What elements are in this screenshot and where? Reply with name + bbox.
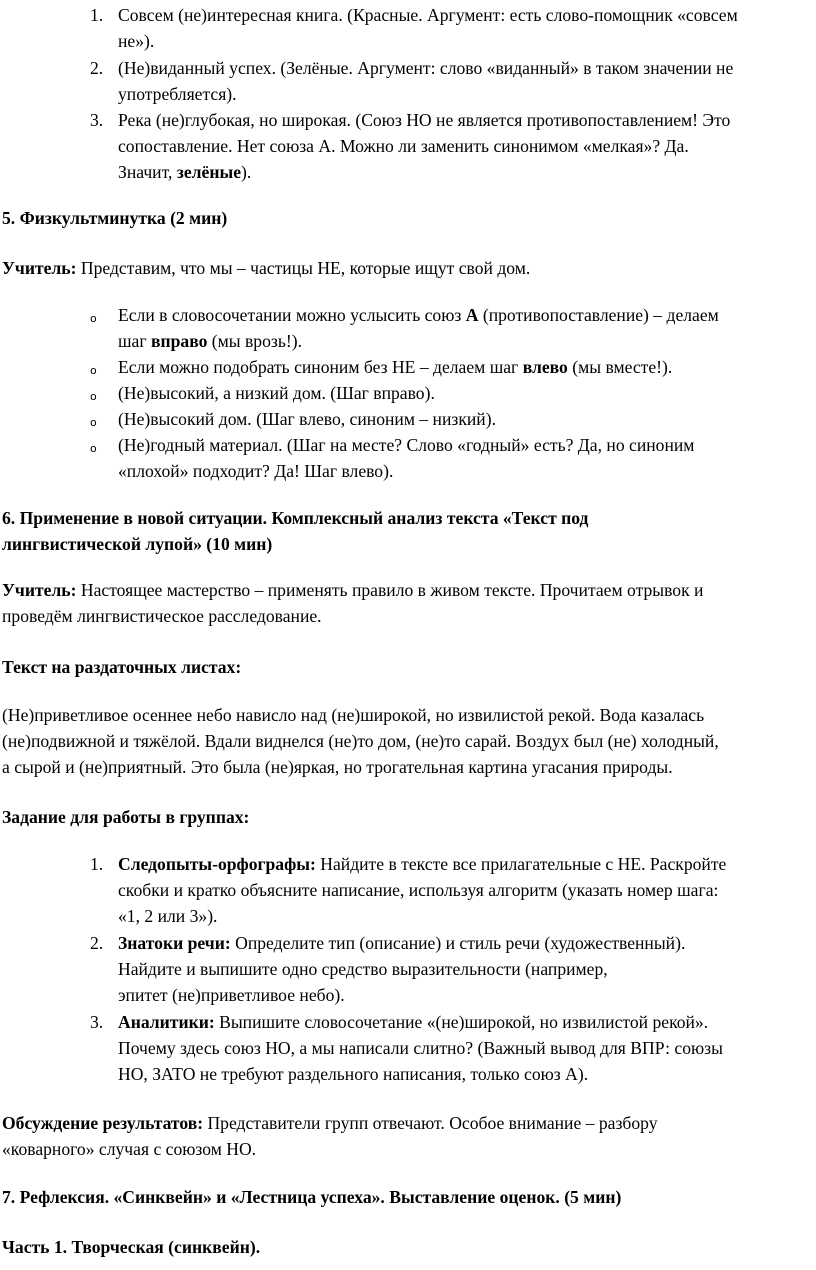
part-heading: Часть 1. Творческая (синквейн). — [2, 1237, 261, 1257]
list-number: 3. — [90, 1012, 104, 1032]
bullet-icon: o — [90, 364, 97, 377]
bullet-icon: o — [90, 416, 97, 429]
list-number: 1. — [90, 5, 104, 25]
bullet-icon: o — [90, 442, 97, 455]
list-number: 2. — [90, 933, 104, 953]
section-heading: 7. Рефлексия. «Синквейн» и «Лестница успеха». Выставление оценок. (5 мин) — [2, 1187, 622, 1207]
teacher-paragraph: Учитель: Представим, что мы – частицы НЕ, которые ищут свой дом. — [2, 258, 531, 278]
list-number: 3. — [90, 110, 104, 130]
list-number: 2. — [90, 58, 104, 78]
bullet-icon: o — [90, 312, 97, 325]
bullet-icon: o — [90, 390, 97, 403]
section-heading: 5. Физкультминутка (2 мин) — [2, 208, 228, 228]
handout-title: Текст на раздаточных листах: — [2, 657, 242, 677]
task-title: Задание для работы в группах: — [2, 807, 250, 827]
list-number: 1. — [90, 854, 104, 874]
document-page: 1. Совсем (не)интересная книга. (Красные. Аргумент: есть слово-помощник «совсем не»). 2. (Не)виданный успех. (Зелёные. Аргумент: слово «виданный» в таком значении не употребляется). 3. Река (не)глубокая, но широкая. (Союз НО не является противопоставлением! Это сопоставление. Нет союза А. Можно ли заменить синонимом «мелкая»? Да. Значит, зелёные). 5. Физкультминутка (2 мин) Учитель: Представим, что мы – частицы НЕ, которые ищут свой дом. o Если в словосочетании можно услысить союз А (противопоставление) – делаем шаг вправо (мы врозь!). o Если можно подобрать синоним без НЕ – делаем шаг влево (мы вместе!). o (Не)высокий, а низкий дом. (Шаг вправо). o (Не)высокий дом. (Шаг влево, синоним – низкий). o (Не)годный материал. (Шаг на месте? Слово «годный» есть? Да, но синоним «плохой» подходит? Да! Шаг влево). 6. Применение в новой ситуации. Комплексный анализ текста «Текст под лингвистической лупой» (10 мин) Учитель: Настоящее мастерство – применять правило в живом тексте. Прочитаем отрывок и проведём лингвистическое расследование. Текст на раздаточных листах: (Не)приветливое осеннее небо нависло над (не)широкой, но извилистой рекой. Вода казалась (не)подвижной и тяжёлой. Вдали виднелся (не)то дом, (не)то сарай. Воздух был (не) холодный, а сырой и (не)приятный. Это была (не)яркая, но трогательная картина угасания природы. Задание для работы в группах: 1. Следопыты-орфографы: Найдите в тексте все прилагательные с НЕ. Раскройте скобки и кратко объясните написание, используя алгоритм (указать номер шага: «1, 2 или 3»). 2. Знатоки речи: Определите тип (описание) и стиль речи (художественный). Найдите и выпишите одно средство выразительности (например, эпитет (не)приветливое небо). 3. Аналитики: Выпишите словосочетание «(не)широкой, но извилистой рекой». Почему здесь союз НО, а мы написали слитно? (Важный вывод для ВПР: союзы НО, ЗАТО не требуют раздельного написания, только союз А). Обсуждение результатов: Представители групп отвечают. Особое внимание – разбору «коварного» случая с союзом НО. 7. Рефлексия. «Синквейн» и «Лестница успеха». Выставление оценок. (5 мин) Часть 1. Творческая (синквейн). — [0, 0, 816, 1270]
